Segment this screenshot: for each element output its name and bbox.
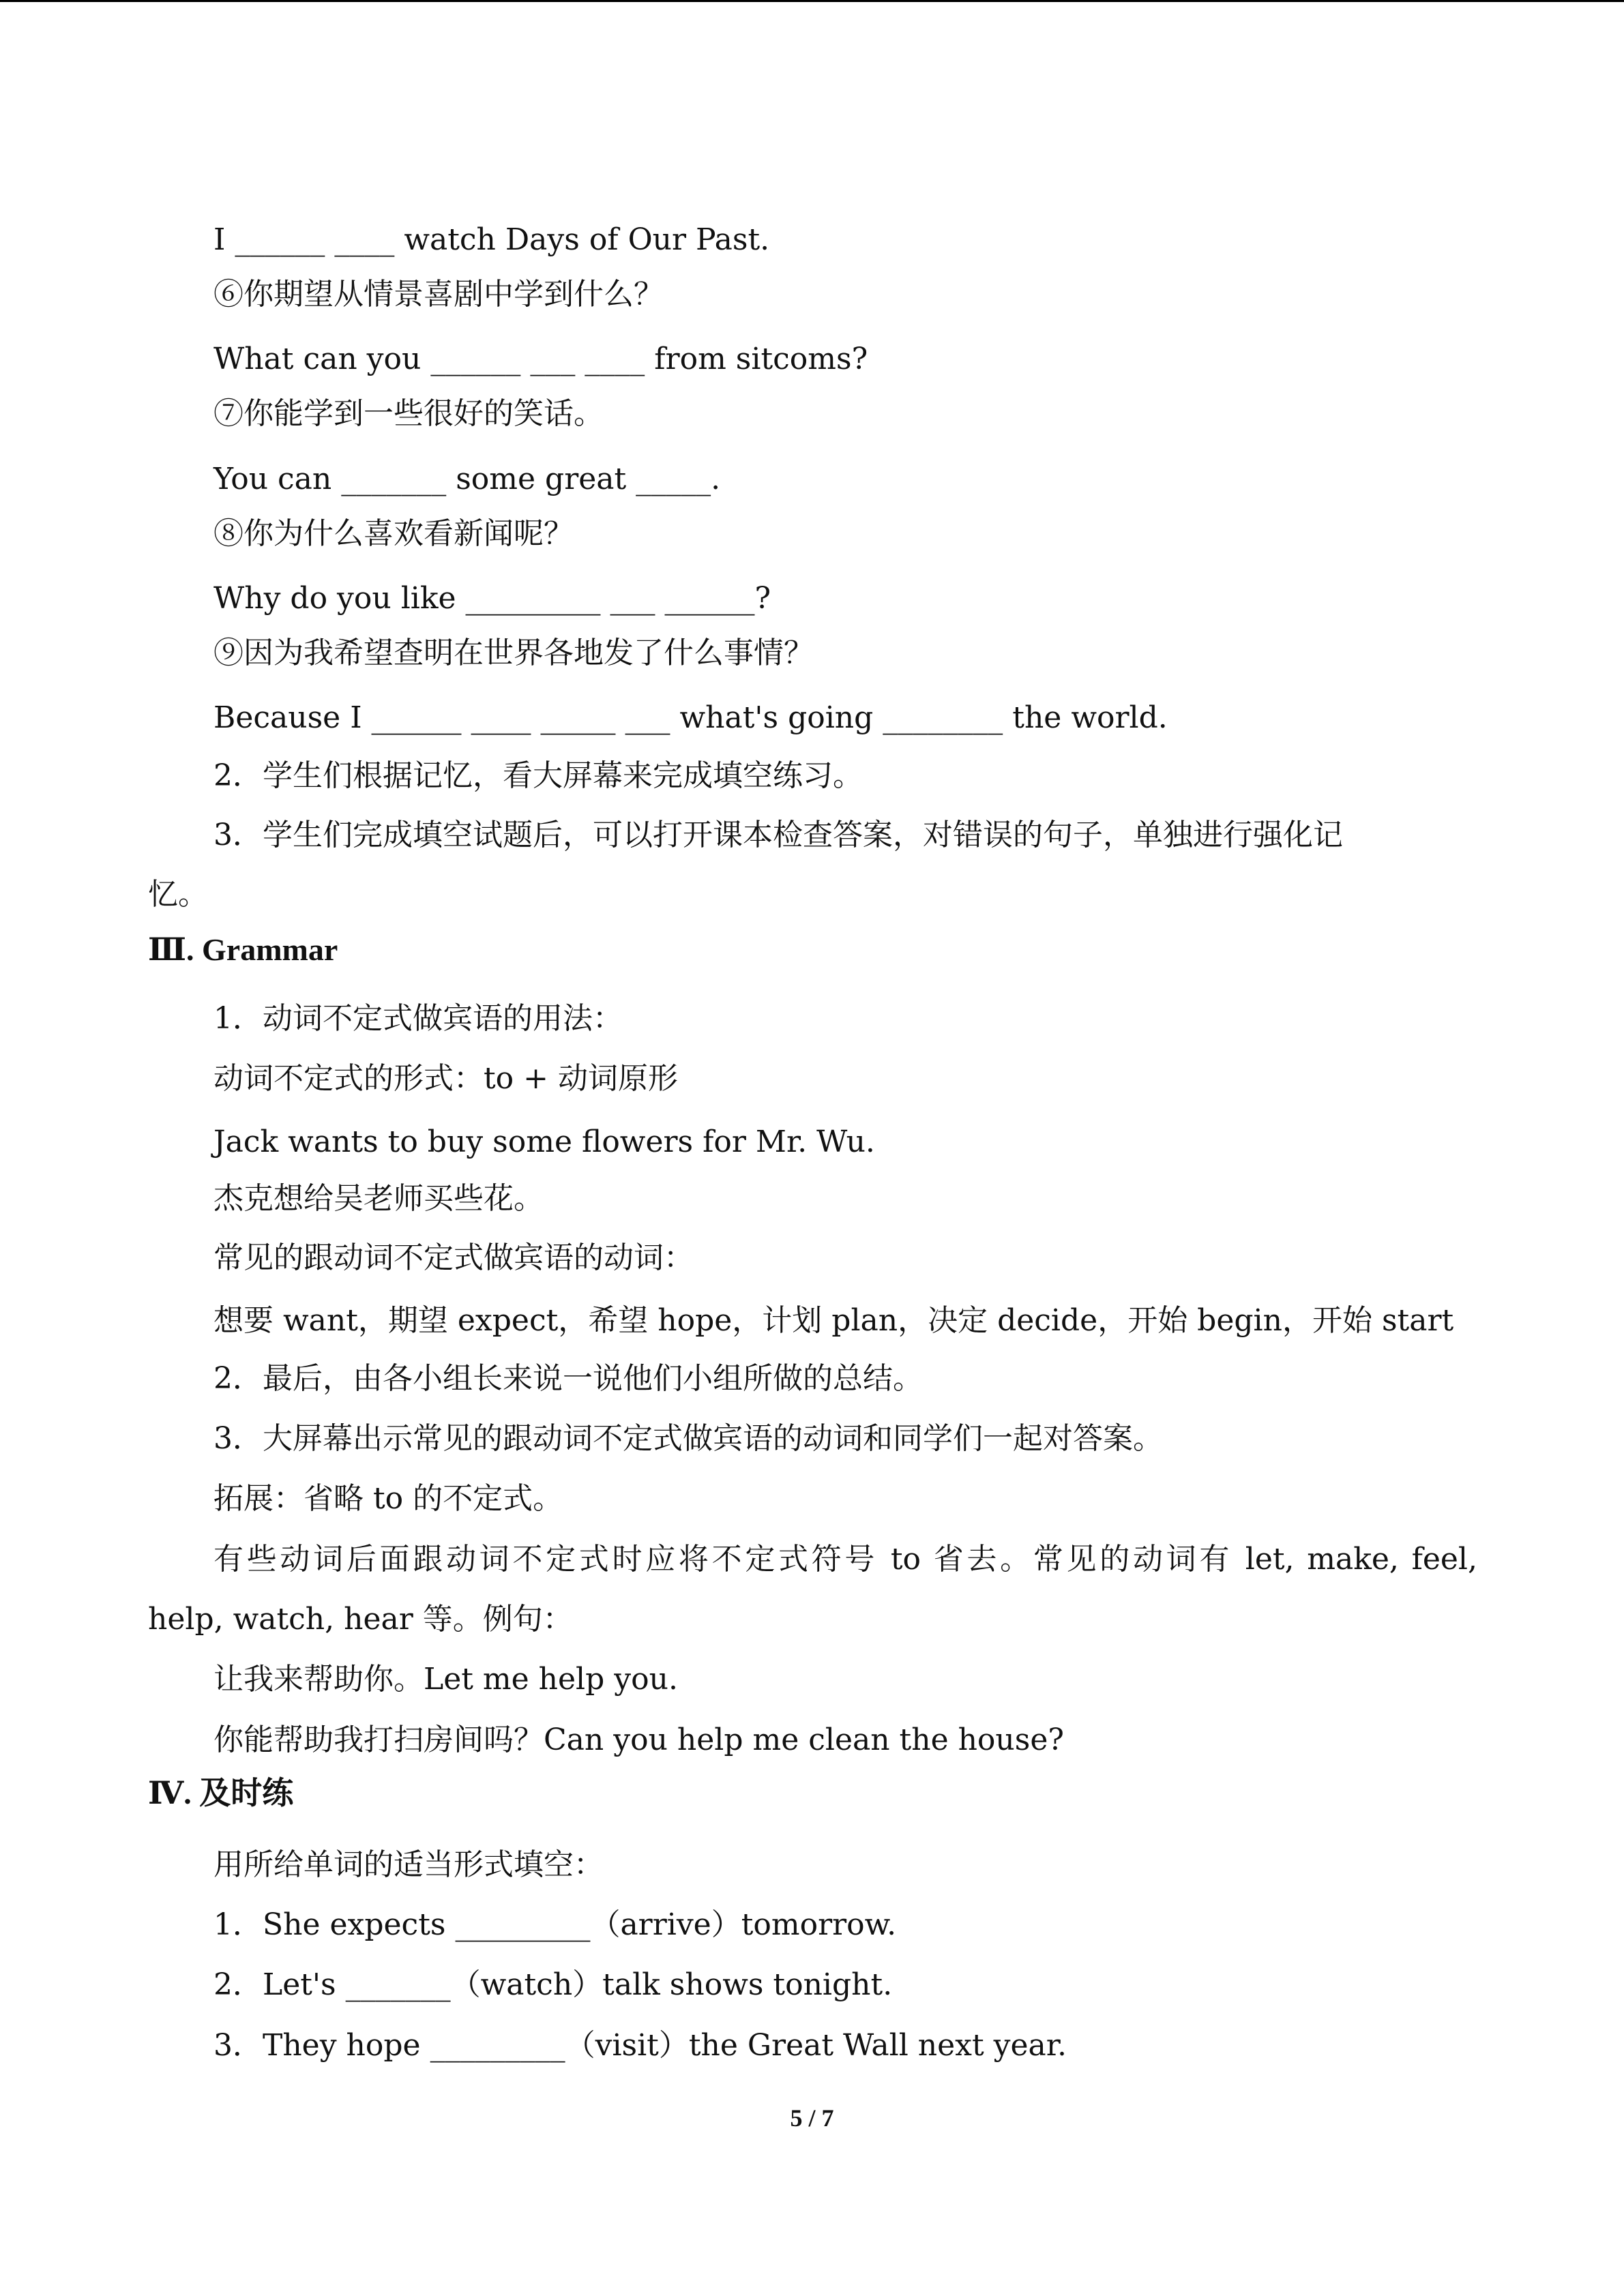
example-sentence: 让我来帮助你。Let me help you. xyxy=(213,1662,678,1697)
section-heading-grammar: Ⅲ. Grammar xyxy=(148,932,338,967)
page-number: 5 / 7 xyxy=(790,2104,834,2132)
instruction-line: 2．最后，由各小组长来说一说他们小组所做的总结。 xyxy=(213,1361,923,1396)
practice-item: 2．Let's _______（watch）talk shows tonight. xyxy=(213,1967,893,2002)
practice-item: 1．She expects _________（arrive）tomorrow. xyxy=(213,1907,897,1942)
extension-title: 拓展：省略 to 的不定式。 xyxy=(213,1481,563,1516)
grammar-point-line: 常见的跟动词不定式做宾语的动词： xyxy=(213,1240,694,1275)
practice-item: 3．They hope _________（visit）the Great Wall next year. xyxy=(213,2028,1067,2063)
exercise-blank-line: You can _______ some great _____. xyxy=(213,462,721,496)
chinese-prompt-line: ⑧你为什么喜欢看新闻呢？ xyxy=(213,516,574,551)
instruction-line: 2．学生们根据记忆，看大屏幕来完成填空练习。 xyxy=(213,758,863,793)
instruction-line: 3．大屏幕出示常见的跟动词不定式做宾语的动词和同学们一起对答案。 xyxy=(213,1421,1163,1456)
chinese-prompt-line: ⑦你能学到一些很好的笑话。 xyxy=(213,396,604,431)
instruction-line: 3．学生们完成填空试题后，可以打开课本检查答案，对错误的句子，单独进行强化记 xyxy=(213,818,1343,852)
verb-list-line: 想要 want，期望 expect，希望 hope，计划 plan，决定 decide，开始 begin，开始 start xyxy=(213,1303,1454,1338)
example-translation: 杰克想给吴老师买些花。 xyxy=(213,1181,544,1216)
extension-paragraph-line: 有些动词后面跟动词不定式时应将不定式符号 to 省去。常见的动词有 let, make, feel, xyxy=(213,1542,1477,1577)
exercise-blank-line: What can you ______ ___ ____ from sitcoms? xyxy=(213,342,868,376)
extension-paragraph-continuation: help, watch, hear 等。例句： xyxy=(148,1602,573,1637)
example-sentence: 你能帮助我打扫房间吗？Can you help me clean the house? xyxy=(213,1723,1064,1757)
exercise-blank-line: Why do you like _________ ___ ______? xyxy=(213,581,771,616)
example-sentence: Jack wants to buy some flowers for Mr. Wu. xyxy=(213,1124,875,1159)
practice-instruction: 用所给单词的适当形式填空： xyxy=(213,1847,604,1882)
chinese-prompt-line: ⑨因为我希望查明在世界各地发了什么事情？ xyxy=(213,636,814,670)
chinese-prompt-line: ⑥你期望从情景喜剧中学到什么？ xyxy=(213,277,664,312)
exercise-blank-line: I ______ ____ watch Days of Our Past. xyxy=(213,222,770,257)
section-heading-practice: Ⅳ. 及时练 xyxy=(148,1776,294,1810)
grammar-point-line: 动词不定式的形式：to + 动词原形 xyxy=(213,1061,679,1096)
grammar-point-line: 1．动词不定式做宾语的用法： xyxy=(213,1001,623,1036)
instruction-line-continuation: 忆。 xyxy=(148,877,208,912)
exercise-blank-line: Because I ______ ____ _____ ___ what's going ________ the world. xyxy=(213,700,1168,735)
